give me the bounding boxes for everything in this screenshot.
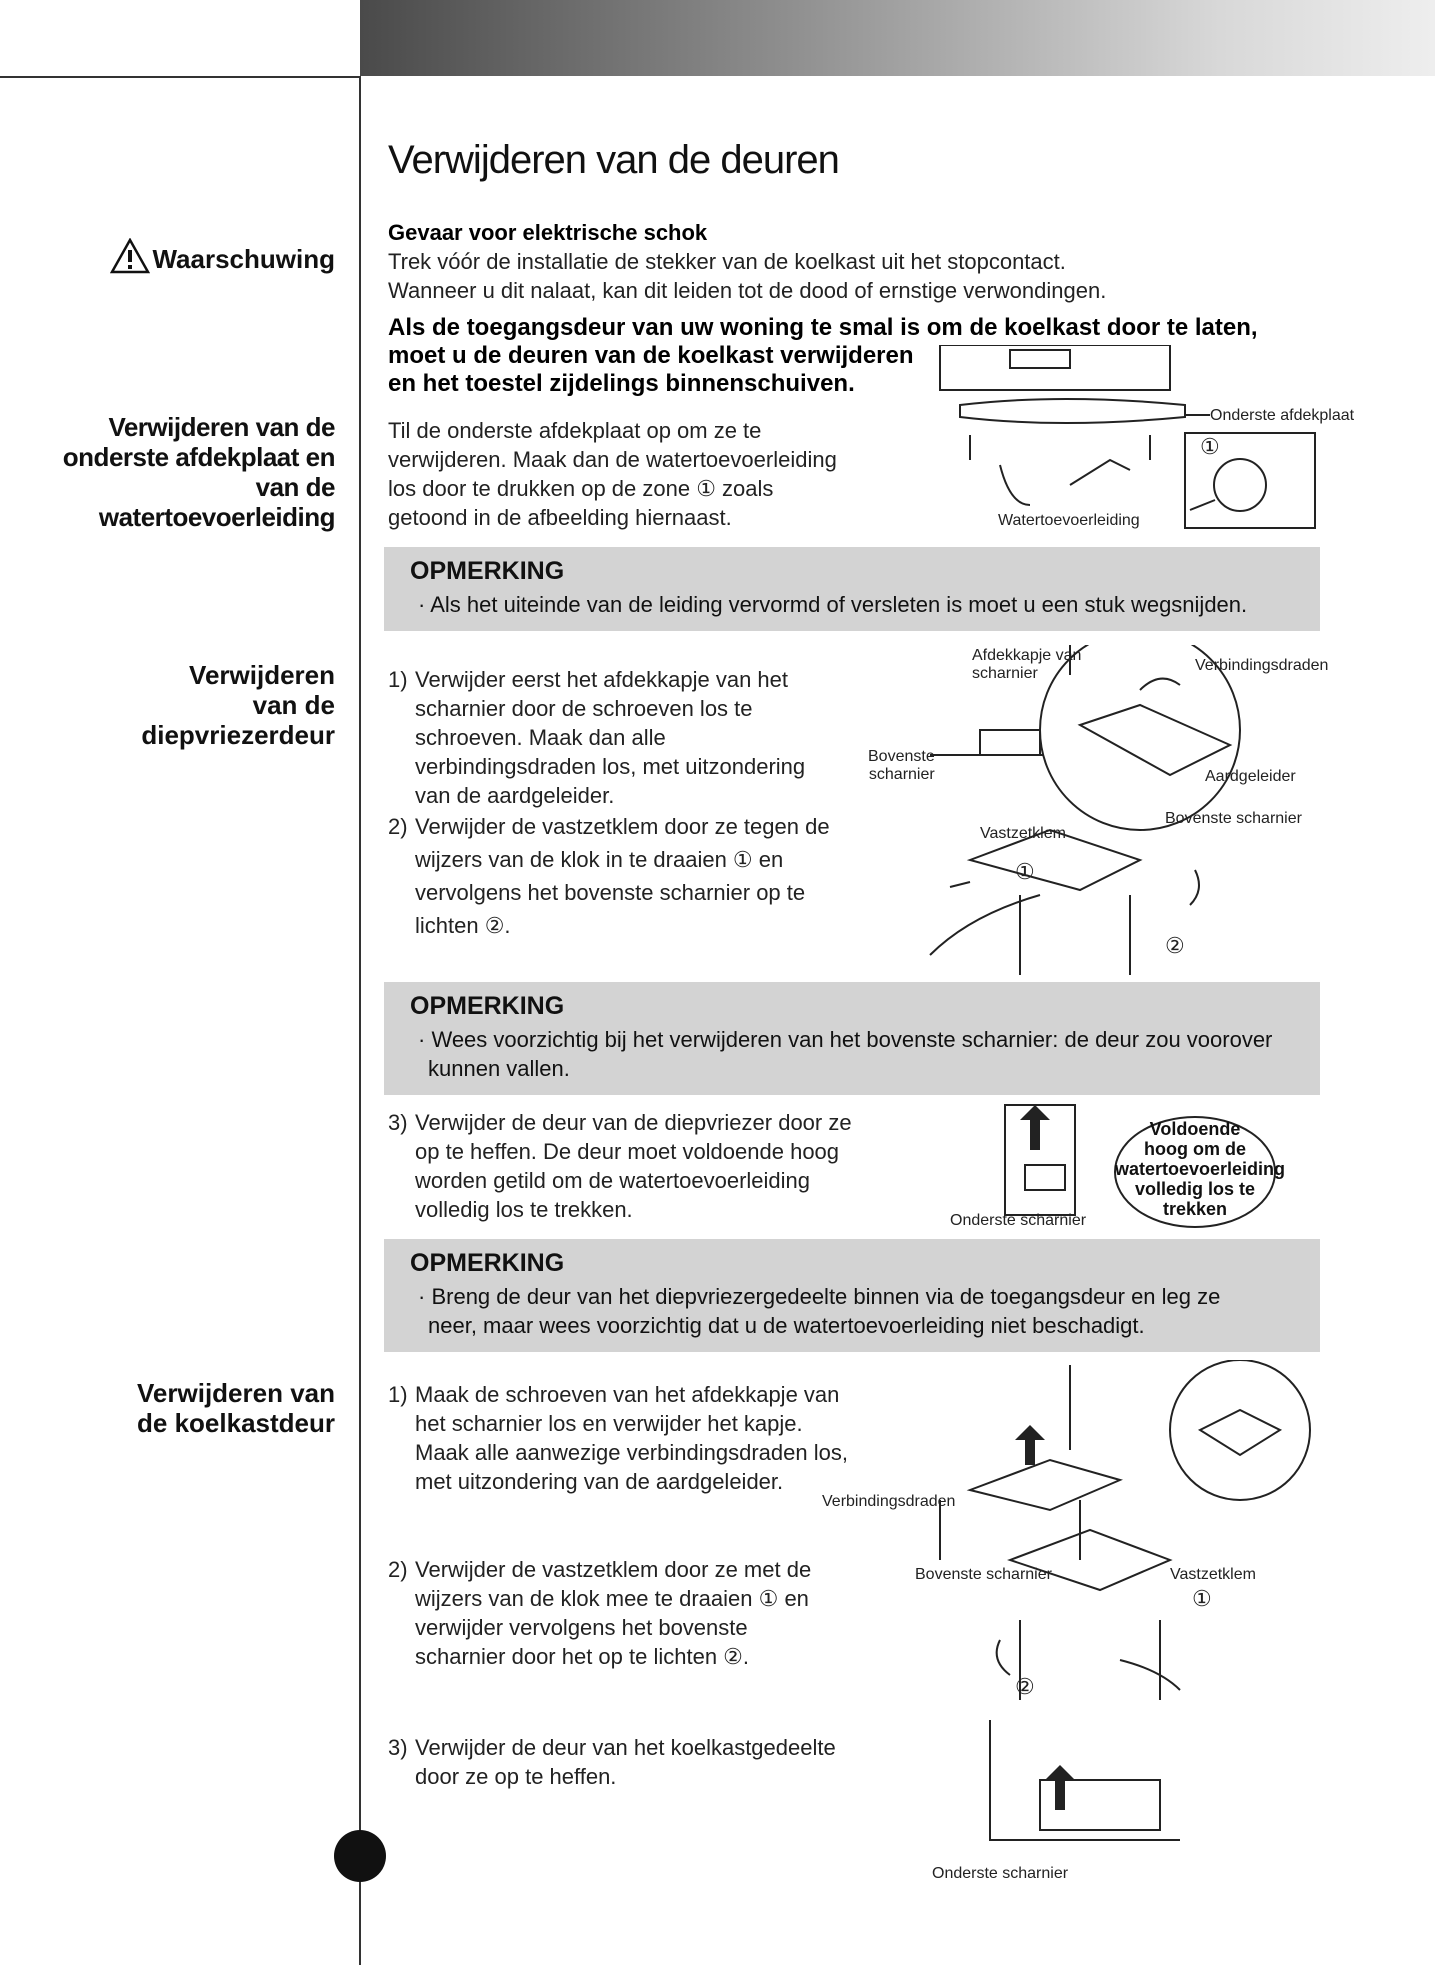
label-ground-wire: Aardgeleider <box>1205 768 1296 785</box>
fridge-step-3-num: 3) <box>388 1735 408 1760</box>
label-bottom-hinge-freezer: Onderste scharnier <box>950 1212 1087 1229</box>
page-title: Verwijderen van de deuren <box>388 138 839 182</box>
note-1-text: · Als het uiteinde van de leiding vervormd of versleten is moet u een stuk wegsnijden. <box>418 592 1248 617</box>
note-1 <box>384 547 1320 631</box>
warning-bold-text: Als de toegangsdeur van uw woning te smal is om de koelkast door te laten, moet u de deuren van de koelkast verwijderen en het toestel zijdelings binnenschuiven. <box>388 314 1258 397</box>
freezer-step-2-text: Verwijder de vastzetklem door ze tegen de wijzers van de klok in te draaien ① en vervolgens het bovenste scharnier op te lichten ②. <box>415 814 830 938</box>
label-fridge-bottom-hinge: Onderste scharnier <box>932 1865 1069 1882</box>
note-3-text: · Breng de deur van het diepvriezergedeelte binnen via de toegangsdeur en leg ze neer, maar wees voorzichtig dat u de watertoevoerleiding niet beschadigt. <box>418 1284 1221 1338</box>
sidebar-warning <box>110 208 335 274</box>
freezer-step-2-num: 2) <box>388 814 408 839</box>
label-fridge-wires: Verbindingsdraden <box>822 1493 956 1510</box>
note-2-heading: OPMERKING <box>410 992 565 1020</box>
fridge-step-1 <box>388 1380 868 1496</box>
label-top-hinge-b: Bovenste scharnier <box>1165 810 1302 827</box>
fridge-hinge-drawing <box>820 1360 1320 1900</box>
cover-plate-illustration <box>930 345 1370 535</box>
header-bar <box>360 0 1435 76</box>
freezer-step-3 <box>388 1108 858 1224</box>
note-3-body: Breng de deur van het diepvriezergedeelte binnen via de toegangsdeur en leg ze neer, maar wees voorzichtig dat u de watertoevoerleiding niet beschadigt. <box>428 1284 1221 1338</box>
column-divider <box>359 76 361 1965</box>
freezer-step-1-num: 1) <box>388 667 408 692</box>
fridge-step-3-block <box>388 1733 868 1791</box>
warning-heading: Gevaar voor elektrische schok <box>388 220 708 245</box>
freezer-step-3-block <box>388 1108 858 1224</box>
sidebar-warning-label: Waarschuwing <box>152 244 335 274</box>
note-2-text: · Wees voorzichtig bij het verwijderen van het bovenste scharnier: de deur zou voorover kunnen vallen. <box>418 1027 1273 1081</box>
note-2 <box>384 982 1320 1095</box>
header-rule <box>0 76 360 78</box>
label-water-line: Watertoevoerleiding <box>998 512 1140 529</box>
freezer-step-2 <box>388 810 858 942</box>
freezer-step-1 <box>388 665 858 810</box>
sidebar-cover-plate: Verwijderen van de onderste afdekplaat en van de watertoevoerleiding <box>62 412 335 532</box>
label-fridge-top-hinge: Bovenste scharnier <box>915 1566 1052 1583</box>
label-bottom-plate: Onderste afdekplaat <box>1210 407 1355 424</box>
circle-1: ① <box>1200 434 1220 459</box>
lift-note-bubble: Voldoende hoog om de watertoevoerleiding volledig los te trekken <box>1115 1119 1286 1219</box>
note-2-body: Wees voorzichtig bij het verwijderen van het bovenste scharnier: de deur zou voorover kunnen vallen. <box>428 1027 1273 1081</box>
fridge-step-3-text: Verwijder de deur van het koelkastgedeelte door ze op te heffen. <box>415 1735 836 1789</box>
fridge-step-3 <box>388 1733 868 1791</box>
note-1-body: Als het uiteinde van de leiding vervormd of versleten is moet u een stuk wegsnijden. <box>430 592 1248 617</box>
fridge-circle-2: ② <box>1015 1674 1035 1699</box>
fridge-step-1-text: Maak de schroeven van het afdekkapje van het scharnier los en verwijder het kapje. Maak alle aanwezige verbindingsdraden los, met uitzondering van de aardgeleider. <box>415 1382 848 1494</box>
label-top-hinge-a: Bovenste scharnier <box>868 748 935 783</box>
label-hinge-cap: Afdekkapje van scharnier <box>972 647 1082 682</box>
fridge-step-2-num: 2) <box>388 1557 408 1582</box>
freezer-steps <box>388 665 858 942</box>
fridge-step-2-text: Verwijder de vastzetklem door ze met de wijzers van de klok mee te draaien ① en verwijder vervolgens het bovenste scharnier door het op te lichten ②. <box>415 1557 812 1669</box>
freezer-lift-illustration <box>945 1100 1285 1235</box>
note-1-heading: OPMERKING <box>410 557 565 585</box>
fridge-step-2-block <box>388 1555 868 1671</box>
fridge-step-2 <box>388 1555 868 1671</box>
label-fridge-clamp: Vastzetklem <box>1170 1566 1256 1583</box>
label-freezer-clamp: Vastzetklem <box>980 825 1066 842</box>
freezer-step-3-text: Verwijder de deur van de diepvriezer door ze op te heffen. De deur moet voldoende hoog worden getild om de watertoevoerleiding volledig los te trekken. <box>415 1110 852 1222</box>
warning-text: Trek vóór de installatie de stekker van de koelkast uit het stopcontact. Wanneer u dit nalaat, kan dit leiden tot de dood of ernstige verwondingen. <box>388 249 1107 303</box>
page-marker <box>334 1830 386 1882</box>
freezer-hinge-illustration <box>870 645 1345 980</box>
cover-plate-text: Til de onderste afdekplaat op om ze te verwijderen. Maak dan de watertoevoerleiding los door te drukken op de zone ① zoals getoond in de afbeelding hiernaast. <box>388 418 837 530</box>
freezer-step-3-num: 3) <box>388 1110 408 1135</box>
warning-triangle-icon <box>110 238 150 274</box>
fridge-circle-1: ① <box>1192 1586 1212 1611</box>
fridge-step-1-num: 1) <box>388 1382 408 1407</box>
note-3 <box>384 1239 1320 1352</box>
freezer-circle-1: ① <box>1015 859 1035 884</box>
cover-plate-drawing <box>930 345 1370 535</box>
note-3-heading: OPMERKING <box>410 1249 565 1277</box>
fridge-step-1-block <box>388 1380 868 1496</box>
sidebar-freezer-door: Verwijderen van de diepvriezerdeur <box>141 660 335 750</box>
freezer-step-1-text: Verwijder eerst het afdekkapje van het scharnier door de schroeven los te schroeven. Maak dan alle verbindingsdraden los, met uitzondering van de aardgeleider. <box>415 667 806 808</box>
label-freezer-wires: Verbindingsdraden <box>1195 657 1329 674</box>
sidebar-fridge-door: Verwijderen van de koelkastdeur <box>137 1378 335 1438</box>
freezer-circle-2: ② <box>1165 933 1185 958</box>
fridge-hinge-illustration <box>820 1360 1320 1900</box>
